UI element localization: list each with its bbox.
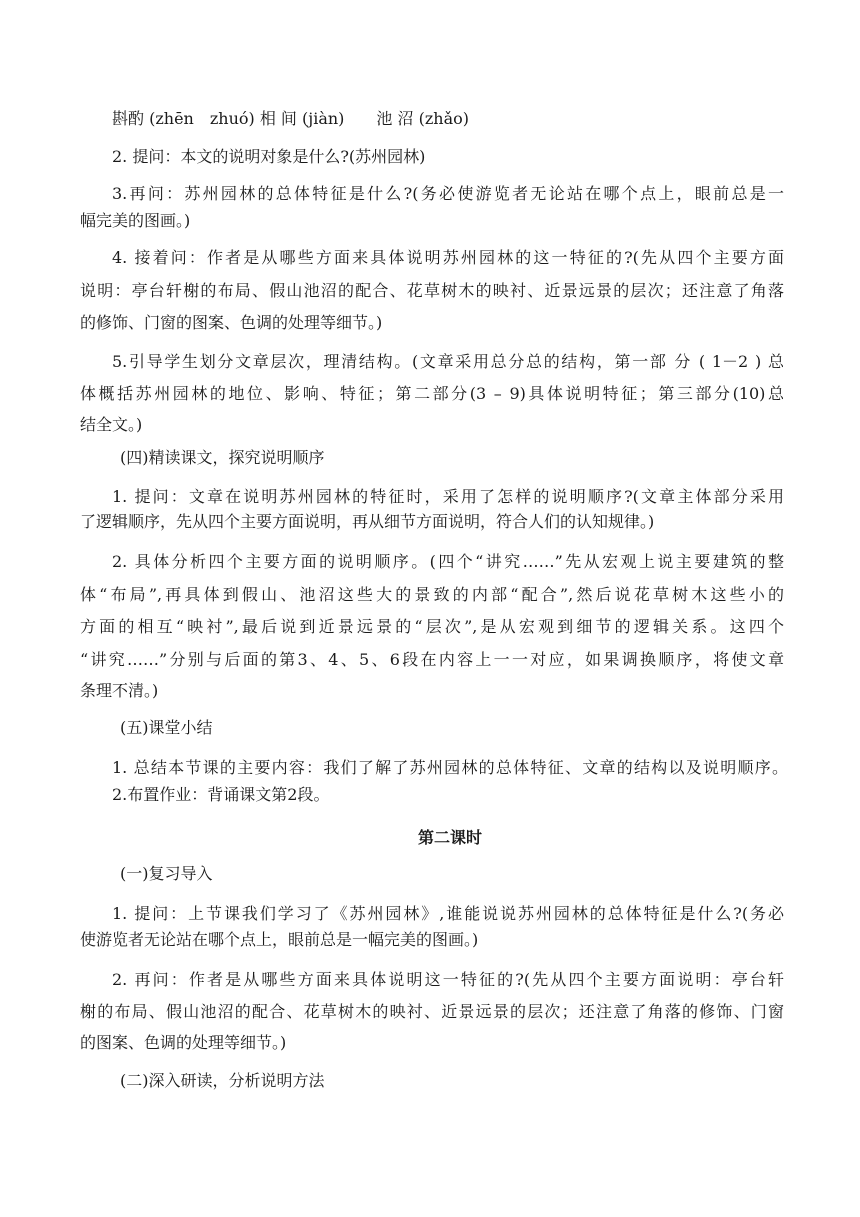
paragraph-line: 结全文。)	[80, 415, 143, 434]
paragraph-line: 5.引导学生划分文章层次，理清结构。(文章采用总分总的结构，第一部 分 ( 1－2 ) 总	[112, 352, 784, 371]
paragraph-line: 1. 提问：文章在说明苏州园林的特征时，采用了怎样的说明顺序?(文章主体部分采用	[112, 487, 784, 506]
section-heading: (一)复习导入	[120, 864, 213, 883]
paragraph-line: 幅完美的图画。)	[80, 211, 191, 230]
paragraph-line: 体概括苏州园林的地位、影响、特征；第二部分(3 – 9)具体说明特征；第三部分(10)总	[80, 384, 784, 403]
paragraph-line: 的修饰、门窗的图案、色调的处理等细节。)	[80, 313, 383, 332]
paragraph-line: 2.布置作业：背诵课文第2段。	[112, 785, 330, 804]
paragraph-line: 使游览者无论站在哪个点上，眼前总是一幅完美的图画。)	[80, 930, 479, 949]
paragraph-line: “讲究……”分别与后面的第3、4、5、6段在内容上一一对应，如果调换顺序，将使文章	[80, 650, 784, 669]
paragraph-line: 的图案、色调的处理等细节。)	[80, 1033, 287, 1052]
section-heading: (二)深入研读，分析说明方法	[120, 1071, 325, 1090]
paragraph-line: 4. 接着问：作者是从哪些方面来具体说明苏州园林的这一特征的?(先从四个主要方面	[112, 248, 784, 267]
paragraph-line: 2. 再问：作者是从哪些方面来具体说明这一特征的?(先从四个主要方面说明：亭台轩	[112, 970, 784, 989]
paragraph-line: 体“布局”,再具体到假山、池沼这些大的景致的内部“配合”,然后说花草树木这些小的	[80, 585, 784, 604]
lesson-title: 第二课时	[417, 828, 482, 847]
paragraph-line: 了逻辑顺序，先从四个主要方面说明，再从细节方面说明，符合人们的认知规律。)	[80, 512, 655, 531]
paragraph-line: 说明：亭台轩榭的布局、假山池沼的配合、花草树木的映衬、近景远景的层次；还注意了角落	[80, 281, 784, 300]
paragraph-line: 方面的相互“映衬”,最后说到近景远景的“层次”,是从宏观到细节的逻辑关系。这四个	[80, 617, 784, 636]
paragraph-line: 3.再问：苏州园林的总体特征是什么?(务必使游览者无论站在哪个点上，眼前总是一	[112, 184, 784, 203]
paragraph-line: 榭的布局、假山池沼的配合、花草树木的映衬、近景远景的层次；还注意了角落的修饰、门窗	[80, 1002, 784, 1021]
paragraph-line: 1. 总结本节课的主要内容：我们了解了苏州园林的总体特征、文章的结构以及说明顺序。	[112, 758, 788, 777]
paragraph-line: 条理不清。)	[80, 681, 159, 700]
section-heading: (四)精读课文，探究说明顺序	[120, 448, 325, 467]
section-heading: (五)课堂小结	[120, 718, 213, 737]
paragraph-line: 2. 提问：本文的说明对象是什么?(苏州园林)	[112, 147, 426, 166]
pinyin-annotation-line: 斟酌 (zhēn zhuó) 相 间 (jiàn) 池 沼 (zhǎo)	[112, 109, 469, 128]
paragraph-line: 2. 具体分析四个主要方面的说明顺序。(四个“讲究……”先从宏观上说主要建筑的整	[112, 552, 784, 571]
paragraph-line: 1. 提问：上节课我们学习了《苏州园林》,谁能说说苏州园林的总体特征是什么?(务必	[112, 904, 784, 923]
